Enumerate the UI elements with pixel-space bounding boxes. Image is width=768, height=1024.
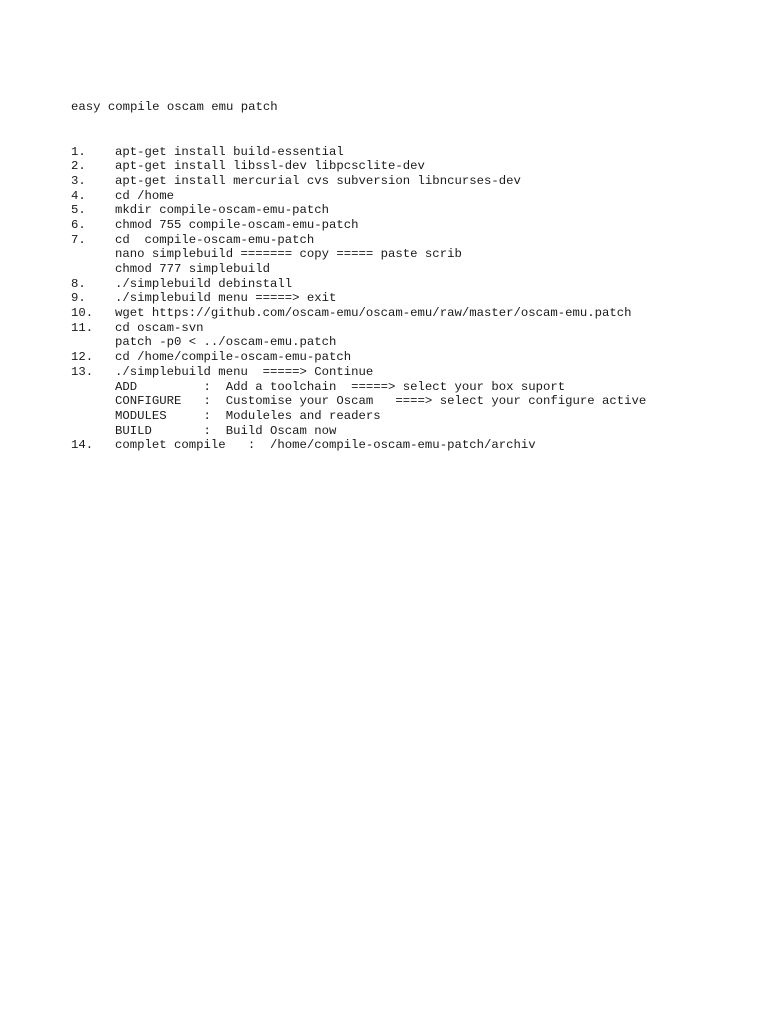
document-body [71,71,646,482]
line-text: patch -p0 < ../oscam-emu.patch [115,335,337,350]
line-text: ADD : Add a toolchain =====> select your box suport [115,379,566,394]
instruction-line [71,247,646,262]
line-number: 4. [71,188,86,203]
line-number: 7. [71,232,86,247]
instruction-line [71,335,646,350]
instruction-line [71,145,646,160]
line-text: ./simplebuild debinstall [115,276,293,291]
instruction-line [71,306,646,321]
instruction-line [71,174,646,189]
instruction-line [71,350,646,365]
line-text: mkdir compile-oscam-emu-patch [115,203,330,218]
line-number: 14. [71,438,94,453]
document-title: easy compile oscam emu patch [71,100,278,115]
line-number: 5. [71,203,86,218]
instruction-line [71,424,646,439]
instruction-line [71,203,646,218]
instruction-line [71,218,646,233]
line-text: ./simplebuild menu =====> exit [115,291,337,306]
line-number: 1. [71,144,86,159]
line-text: apt-get install libssl-dev libpcsclite-dev [115,159,425,174]
instruction-line [71,291,646,306]
line-number: 3. [71,173,86,188]
instruction-line [71,409,646,424]
line-number: 2. [71,159,86,174]
instruction-line [71,159,646,174]
line-text: apt-get install build-essential [115,144,344,159]
line-text: chmod 755 compile-oscam-emu-patch [115,217,359,232]
instruction-line [71,262,646,277]
line-number: 12. [71,350,94,365]
line-text: ./simplebuild menu =====> Continue [115,364,374,379]
instruction-line [71,394,646,409]
line-number: 13. [71,364,94,379]
line-number: 9. [71,291,86,306]
line-number: 11. [71,320,94,335]
line-text: cd compile-oscam-emu-patch [115,232,315,247]
line-number: 10. [71,306,94,321]
instruction-line [71,233,646,248]
line-text: nano simplebuild ======= copy ===== paste scrib [115,247,462,262]
instruction-line [71,365,646,380]
line-text: apt-get install mercurial cvs subversion libncurses-dev [115,173,521,188]
instruction-line [71,380,646,395]
line-number: 6. [71,217,86,232]
line-text: cd oscam-svn [115,320,204,335]
line-text: complet compile : /home/compile-oscam-emu-patch/archiv [115,438,536,453]
instruction-list [71,145,646,453]
line-text: wget https://github.com/oscam-emu/oscam-emu/raw/master/oscam-emu.patch [115,306,632,321]
instruction-line [71,277,646,292]
line-text: chmod 777 simplebuild [115,262,270,276]
instruction-line [71,189,646,204]
line-text: CONFIGURE : Customise your Oscam ====> select your configure active [115,394,647,409]
line-text: cd /home [115,188,175,203]
instruction-line [71,321,646,336]
line-text: BUILD : Build Oscam now [115,423,337,438]
instruction-line [71,438,646,453]
line-text: cd /home/compile-oscam-emu-patch [115,350,352,365]
line-text: MODULES : Moduleles and readers [115,408,381,423]
line-number: 8. [71,276,86,291]
